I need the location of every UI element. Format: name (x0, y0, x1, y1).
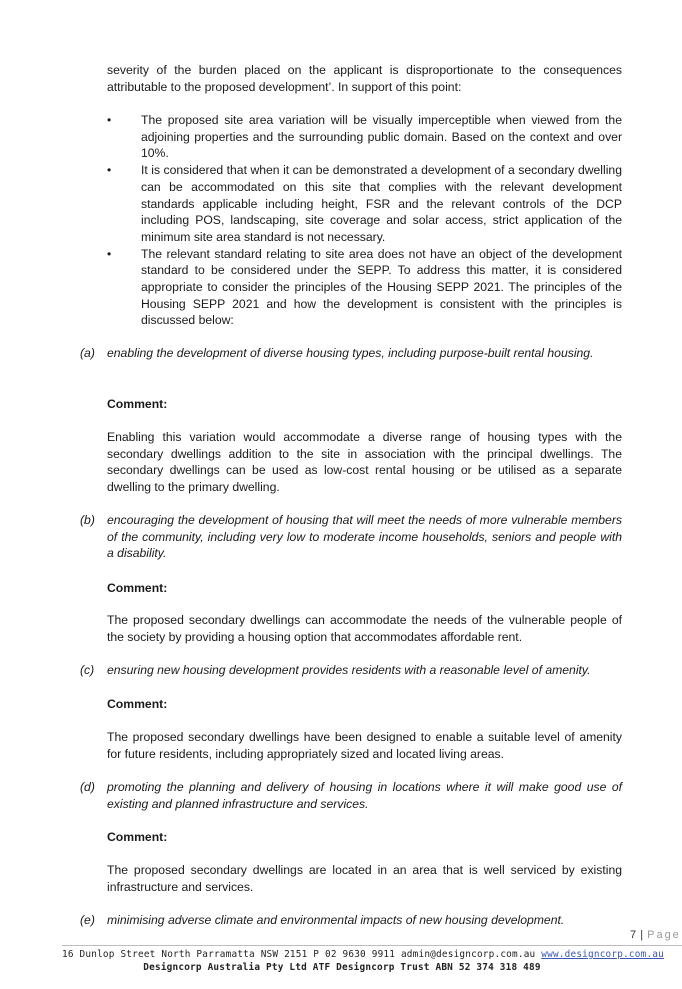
criterion-label: (b) (80, 513, 95, 527)
bullet-text: The relevant standard relating to site area does not have an object of the development standard to be considered under the SEPP. To address this matter, it is considered appropriate to consider the principles of the Housing SEPP 2021. The principles of the Housing SEPP 2021 and how the development is consistent with the principles is discussed below: (141, 246, 622, 328)
criterion-a (80, 345, 622, 362)
page-number (630, 929, 681, 941)
bullet-item (107, 246, 622, 330)
criterion-text: encouraging the development of housing that will meet the needs of more vulnerable members of the community, including very low to moderate income households, seniors and people with a disability. (107, 513, 622, 561)
bullet-item (107, 112, 622, 162)
criterion-b (80, 512, 622, 562)
bullet-text: The proposed site area variation will be visually imperceptible when viewed from the adjoining properties and the surrounding public domain. Based on the context and over 10%. (141, 113, 622, 161)
comment-heading: Comment: (107, 581, 168, 595)
bullet-text: It is considered that when it can be demonstrated a development of a secondary dwelling can be accommodated on this site that complies with the relevant development standards applicable including height, FSR and the relevant controls of the DCP including POS, landscaping, site coverage and solar access, strict application of the minimum site area standard is not necessary. (141, 163, 622, 244)
criterion-text: enabling the development of diverse housing types, including purpose-built rental housing. (107, 346, 594, 360)
page-number-value: 7 (630, 929, 637, 941)
page-word: Page (647, 929, 681, 941)
intro-paragraph: severity of the burden placed on the applicant is disproportionate to the consequences attributable to the proposed development’. In support of this point: (107, 63, 622, 94)
criterion-c (80, 662, 622, 679)
criterion-label: (a) (80, 346, 95, 360)
comment-paragraph: Enabling this variation would accommodate a diverse range of housing types with the secondary dwellings addition to the site in association with the principal dwellings. The secondary dwellings can be used as low-cost rental housing or be utilised as a separate dwelling to the primary dwelling. (107, 430, 622, 495)
bullet-item (107, 162, 622, 246)
comment-paragraph: The proposed secondary dwellings have been designed to enable a suitable level of amenity for future residents, including appropriately sized and located living areas. (107, 730, 622, 761)
footer-company: Designcorp Australia Pty Ltd ATF Designcorp Trust ABN 52 374 318 489 (143, 962, 541, 973)
criterion-label: (d) (80, 780, 95, 794)
criterion-label: (e) (80, 913, 95, 927)
comment-heading: Comment: (107, 397, 168, 411)
footer-divider (62, 945, 682, 946)
criterion-text: minimising adverse climate and environmental impacts of new housing development. (107, 913, 565, 927)
bullet-icon: • (107, 246, 112, 261)
bullet-icon: • (107, 113, 112, 127)
comment-heading: Comment: (107, 697, 168, 711)
bullet-icon: • (107, 163, 112, 178)
comment-paragraph: The proposed secondary dwellings are located in an area that is well serviced by existing infrastructure and services. (107, 863, 622, 894)
footer-contact (62, 949, 664, 960)
page-separator: | (640, 929, 644, 941)
criterion-text: promoting the planning and delivery of housing in locations where it will make good use of existing and planned infrastructure and services. (107, 780, 622, 811)
criterion-label: (c) (80, 663, 95, 677)
criterion-d (80, 779, 622, 812)
footer-website-link[interactable]: www.designcorp.com.au (541, 949, 664, 960)
bullet-list (107, 112, 622, 329)
footer-address: 16 Dunlop Street North Parramatta NSW 2151 P 02 9630 9911 admin@designcorp.com.au (62, 949, 536, 960)
criterion-e (80, 912, 622, 929)
comment-paragraph: The proposed secondary dwellings can accommodate the needs of the vulnerable people of the society by providing a housing option that accommodates affordable rent. (107, 613, 622, 644)
comment-heading: Comment: (107, 830, 168, 844)
criterion-text: ensuring new housing development provides residents with a reasonable level of amenity. (107, 663, 591, 677)
